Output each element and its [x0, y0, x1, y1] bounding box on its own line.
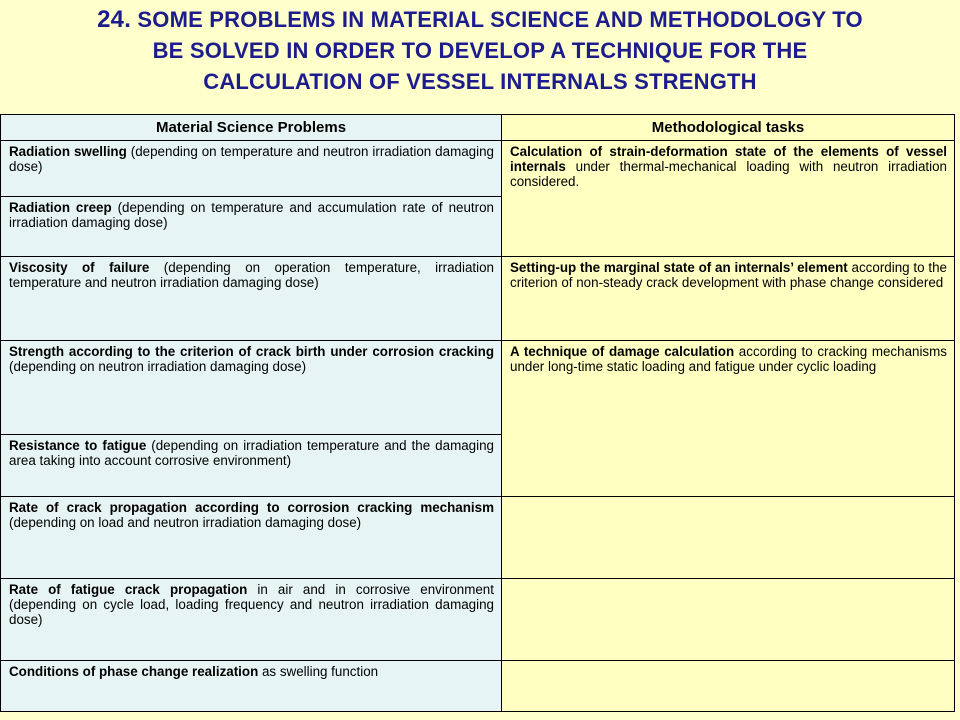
header-material-science: Material Science Problems — [1, 115, 502, 141]
problem-detail: (depending on load and neutron irradiation damaging dose) — [9, 514, 362, 530]
task-detail: according to cracking mechanisms under long-time static loading and fatigue under cyclic loading — [510, 344, 947, 375]
task-detail: under thermal-mechanical loading with neutron irradiation considered. — [510, 159, 947, 190]
slide-number: 24. — [97, 6, 132, 33]
table-row — [1, 661, 955, 712]
task-title: A technique of damage calculation — [510, 344, 735, 360]
problem-detail: (depending on operation temperature, irradiation temperature and neutron irradiation damaging dose) — [9, 260, 494, 291]
title-line-3: CALCULATION OF VESSEL INTERNALS STRENGTH — [203, 69, 757, 94]
task-title: Setting-up the marginal state of an internals’ element — [510, 260, 848, 276]
table-header-row — [1, 115, 955, 141]
problem-cell — [1, 434, 502, 496]
title-text-1: SOME PROBLEMS IN MATERIAL SCIENCE AND METHODOLOGY TO — [137, 7, 863, 32]
title-line-1 — [0, 4, 960, 35]
problem-title: Viscosity of failure — [9, 260, 150, 276]
task-cell — [502, 257, 955, 341]
problem-title: Resistance to fatigue — [9, 437, 147, 453]
problem-cell — [1, 496, 502, 578]
empty-task-cell — [502, 496, 955, 578]
problem-title: Conditions of phase change realization — [9, 664, 259, 680]
problem-detail: (depending on neutron irradiation damaging dose) — [9, 359, 307, 375]
problem-title: Radiation swelling — [9, 144, 127, 160]
problem-title: Rate of fatigue crack propagation — [9, 581, 248, 597]
table-row — [1, 141, 955, 197]
task-cell — [502, 141, 955, 257]
task-cell — [502, 341, 955, 496]
problem-detail: as swelling function — [258, 664, 379, 680]
header-methodological-tasks: Methodological tasks — [502, 115, 955, 141]
problem-cell — [1, 197, 502, 257]
problem-cell — [1, 257, 502, 341]
table-row — [1, 578, 955, 660]
problem-cell — [1, 341, 502, 434]
problem-cell — [1, 661, 502, 712]
problem-title: Radiation creep — [9, 200, 112, 216]
problems-table — [0, 114, 955, 712]
problem-detail: (depending on temperature and accumulation rate of neutron irradiation damaging dose) — [9, 200, 494, 231]
task-detail: according to the criterion of non-steady crack development with phase change considered — [510, 260, 947, 291]
empty-task-cell — [502, 578, 955, 660]
problem-title: Strength according to the criterion of crack birth under corrosion cracking — [9, 344, 494, 360]
slide-title — [0, 4, 960, 97]
problem-cell — [1, 578, 502, 660]
table-row — [1, 496, 955, 578]
problem-detail: (depending on irradiation temperature and the damaging area taking into account corrosive environment) — [9, 437, 494, 468]
empty-task-cell — [502, 661, 955, 712]
table-row — [1, 257, 955, 341]
problem-cell — [1, 141, 502, 197]
problem-detail: in air and in corrosive environment (depending on cycle load, loading frequency and neutron irradiation damaging dose) — [9, 581, 494, 627]
problem-detail: (depending on temperature and neutron irradiation damaging dose) — [9, 144, 494, 175]
table-row — [1, 341, 955, 434]
task-title: Calculation of strain-deformation state of the elements of vessel internals — [510, 144, 947, 175]
title-line-2: BE SOLVED IN ORDER TO DEVELOP A TECHNIQUE FOR THE — [152, 38, 808, 63]
problem-title: Rate of crack propagation according to corrosion cracking mechanism — [9, 499, 494, 515]
